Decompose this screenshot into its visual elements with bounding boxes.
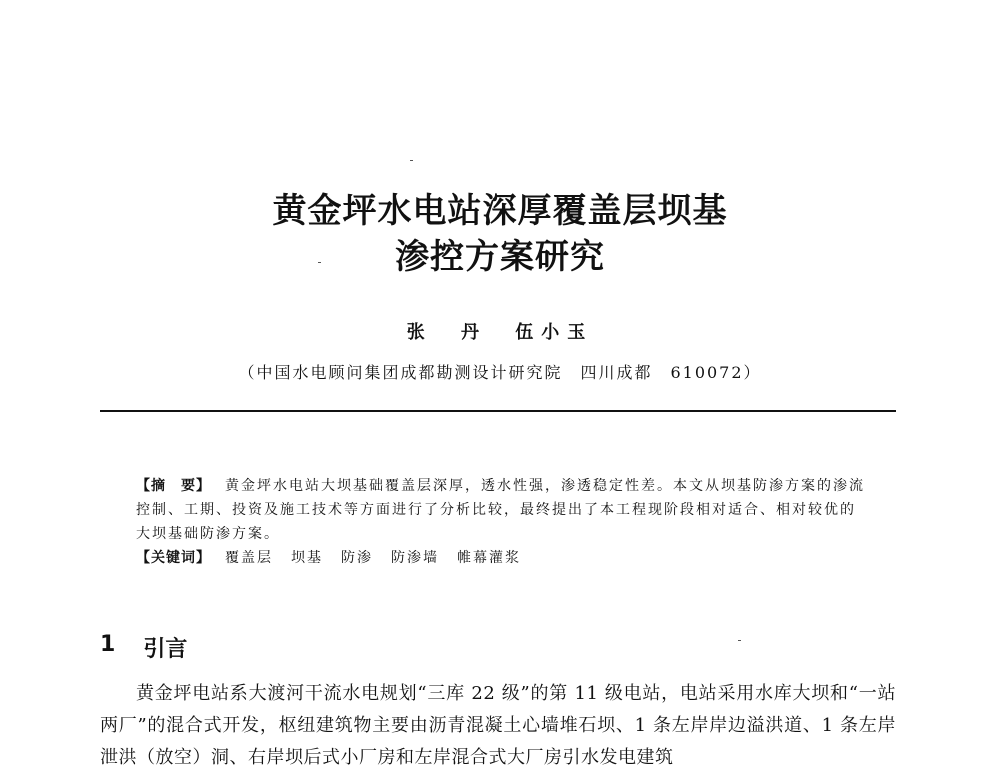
section-number: 1 — [100, 632, 116, 657]
keywords-label: 【关键词】 — [136, 550, 211, 566]
keyword: 覆盖层 — [225, 550, 273, 566]
abstract-block — [136, 474, 871, 570]
title-line-1: 黄金坪水电站深厚覆盖层坝基 — [272, 191, 728, 231]
body-paragraph: 黄金坪电站系大渡河干流水电规划“三库 22 级”的第 11 级电站，电站采用水库大坝和“一站两厂”的混合式开发，枢纽建筑物主要由沥青混凝土心墙堆石坝、1 条左岸岸边溢洪道、1 条左岸泄洪（放空）洞、右岸坝后式小厂房和左岸混合式大厂房引水发电建筑 — [100, 683, 896, 768]
scan-speck — [410, 160, 413, 161]
keyword: 防渗 — [341, 550, 373, 566]
abstract-text: 黄金坪水电站大坝基础覆盖层深厚，透水性强，渗透稳定性差。本文从坝基防渗方案的渗流控制、工期、投资及施工技术等方面进行了分析比较，最终提出了本工程现阶段相对适合、相对较优的大坝基础防渗方案。 — [136, 478, 865, 542]
title-line-2: 渗控方案研究 — [395, 237, 605, 277]
keyword: 防渗墙 — [391, 550, 439, 566]
scan-speck — [738, 640, 741, 641]
paper-title — [0, 188, 1000, 280]
authors: 张 丹 伍小玉 — [406, 322, 594, 343]
section-heading — [100, 632, 187, 663]
section-title: 引言 — [143, 637, 188, 662]
keyword: 帷幕灌浆 — [457, 550, 521, 566]
header-divider — [100, 410, 896, 412]
affiliation: （中国水电顾问集团成都勘测设计研究院 四川成都 610072） — [238, 363, 762, 382]
keywords-list — [225, 546, 521, 570]
abstract-label: 【摘 要】 — [136, 478, 211, 494]
keyword: 坝基 — [291, 550, 323, 566]
keywords-row — [136, 546, 871, 570]
abstract-paragraph — [136, 474, 871, 546]
